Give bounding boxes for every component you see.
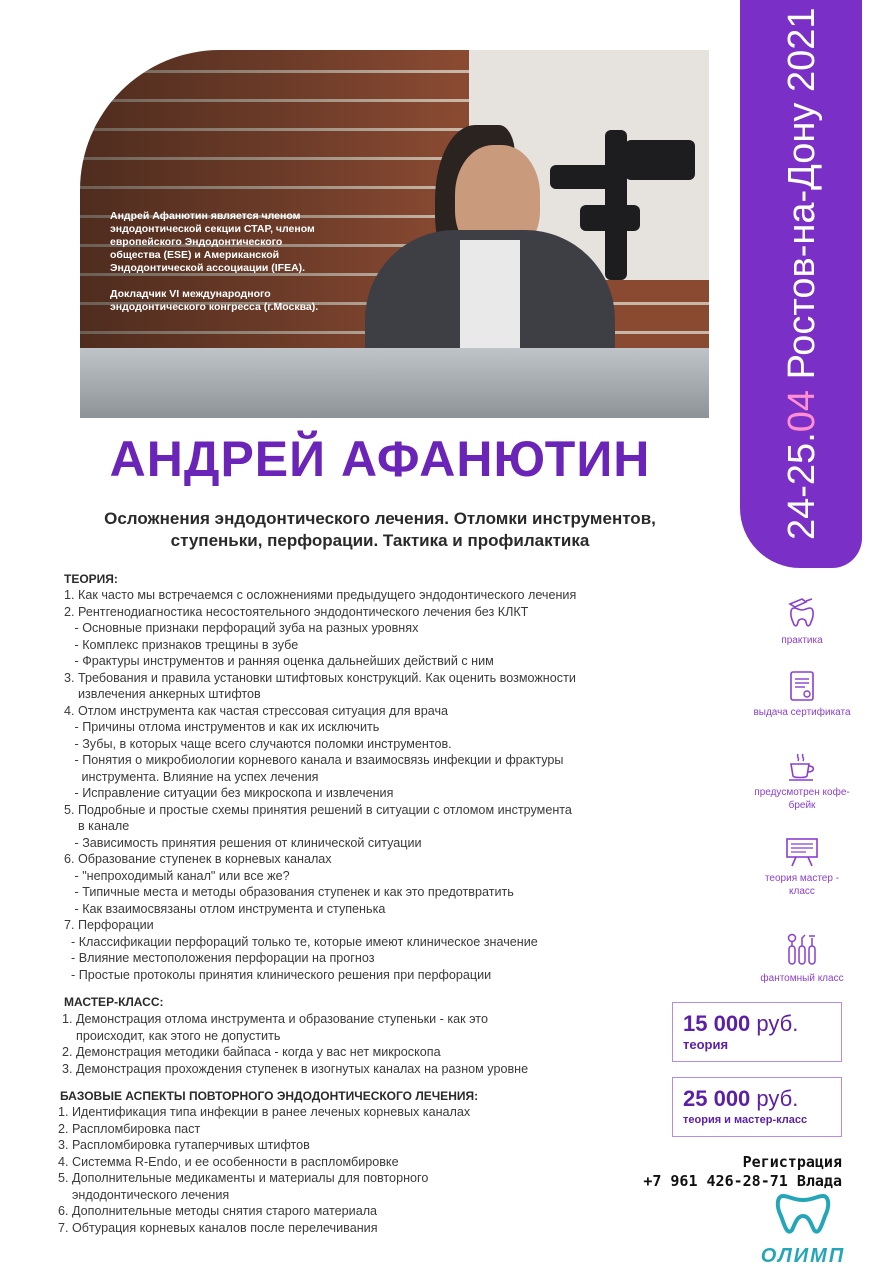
price-currency: руб. <box>756 1011 799 1036</box>
feature-label: фантомный класс <box>760 973 844 984</box>
subtitle-line: Осложнения эндодонтического лечения. Отломки инструментов, <box>104 509 656 528</box>
list-line: - Причины отлома инструментов и как их исключить <box>64 720 380 734</box>
list-line: - Классификации перфораций только те, которые имеют клиническое значение <box>64 934 538 949</box>
list-line: инструмента. Влияние на успех лечения <box>64 769 319 784</box>
list-line: 6. Дополнительные методы снятия старого материала <box>58 1204 378 1218</box>
microscope <box>550 110 700 280</box>
theory-heading: ТЕОРИЯ: <box>64 572 118 586</box>
list-line: 2. Распломбировка паст <box>58 1121 201 1136</box>
registration-title: Регистрация <box>742 1153 842 1171</box>
price-value: 15 000 <box>683 1011 751 1036</box>
list-line: - Исправление ситуации без микроскопа и извлечения <box>64 786 394 800</box>
list-line: в канале <box>64 819 130 833</box>
list-line: - Комплекс признаков трещины в зубе <box>64 637 299 652</box>
certificate-icon <box>789 670 815 702</box>
list-line: 4. Системма R-Endo, и ее особенности в распломбировке <box>58 1154 399 1169</box>
feature-practice <box>752 596 852 647</box>
list-line: - Понятия о микробиологии корневого канала и взаимосвязь инфекции и фрактуры <box>64 753 564 767</box>
price-amount <box>683 1086 831 1112</box>
list-line: - Основные признаки перфораций зуба на разных уровнях <box>64 621 419 635</box>
list-line: 1. Идентификация типа инфекции в ранее леченых корневых каналах <box>58 1105 471 1119</box>
speaker-name: АНДРЕЙ АФАНЮТИН <box>109 431 651 487</box>
masterclass-list <box>62 1011 528 1077</box>
subtitle-line: ступеньки, перфорации. Тактика и профилактика <box>170 531 590 550</box>
date-month: 04 <box>781 389 823 433</box>
logo-text: ОЛИМП <box>760 1245 846 1267</box>
feature-certificate <box>752 670 852 719</box>
list-line: происходит, как этого не допустить <box>62 1028 281 1043</box>
price-value: 25 000 <box>683 1086 751 1111</box>
list-line: 1. Демонстрация отлома инструмента и образование ступеньки - как это <box>62 1012 488 1026</box>
list-line: 5. Подробные и простые схемы принятия решений в ситуации с отломом инструмента <box>64 802 572 817</box>
list-line: - Фрактуры инструментов и ранняя оценка дальнейших действий с ним <box>64 654 494 668</box>
course-subtitle <box>40 508 720 552</box>
feature-label: предусмотрен кофе-брейк <box>754 787 850 811</box>
price-currency: руб. <box>756 1086 799 1111</box>
registration-phone[interactable]: +7 961 426-28-71 Влада <box>643 1172 842 1190</box>
feature-label: практика <box>781 635 823 646</box>
desk <box>80 348 709 418</box>
feature-coffee <box>752 752 852 812</box>
list-line: 7. Перфорации <box>64 918 154 932</box>
list-line: - Простые протоколы принятия клинического решения при перфорации <box>64 967 492 982</box>
dental-tools-icon <box>784 932 820 968</box>
date-start: 24-25. <box>781 432 823 540</box>
bio-paragraph: Докладчик VI международного эндодонтического конгресса (г.Москва). <box>110 288 319 313</box>
list-line: 3. Демонстрация прохождения ступенек в изогнутых каналах на разном уровне <box>62 1061 529 1076</box>
presentation-board-icon <box>784 836 820 868</box>
list-line: - Зубы, в которых чаще всего случаются поломки инструментов. <box>64 736 452 751</box>
retreatment-heading: БАЗОВЫЕ АСПЕКТЫ ПОВТОРНОГО ЭНДОДОНТИЧЕСКОГО ЛЕЧЕНИЯ: <box>60 1089 479 1103</box>
list-line: эндодонтического лечения <box>58 1187 230 1202</box>
list-line: 2. Рентгенодиагностика несостоятельного эндодонтического лечения без КЛКТ <box>64 604 529 619</box>
price-amount <box>683 1011 831 1037</box>
olimp-logo <box>748 1190 858 1270</box>
registration-block <box>643 1153 842 1191</box>
person-shirt <box>460 240 520 360</box>
list-line: 4. Отлом инструмента как частая стрессовая ситуация для врача <box>64 703 449 718</box>
list-line: 6. Образование ступенек в корневых каналах <box>64 852 332 866</box>
price-type: теория и мастер-класс <box>683 1114 808 1126</box>
feature-theory-masterclass <box>752 836 852 898</box>
price-type: теория <box>683 1037 729 1052</box>
retreatment-list <box>58 1104 470 1236</box>
price-box-theory <box>672 1002 842 1062</box>
theory-list <box>64 587 576 983</box>
list-line: 1. Как часто мы встречаемся с осложнениями предыдущего эндодонтического лечения <box>64 588 577 602</box>
list-line: - "непроходимый канал" или все же? <box>64 868 290 883</box>
list-line: - Влияние местоположения перфорации на прогноз <box>64 951 375 965</box>
list-line: - Типичные места и методы образования ступенек и как это предотвратить <box>64 885 514 899</box>
list-line: - Как взаимосвязаны отлом инструмента и ступенька <box>64 901 386 916</box>
feature-label: выдача сертификата <box>753 707 851 718</box>
date-banner-text <box>762 7 842 540</box>
feature-phantom <box>752 932 852 985</box>
list-line: 3. Распломбировка гутаперчивых штифтов <box>58 1138 310 1152</box>
feature-label: теория мастер - класс <box>764 873 840 897</box>
tooth-drill-icon <box>786 596 818 630</box>
speaker-bio <box>110 210 320 327</box>
list-line: 2. Демонстрация методики байпаса - когда у вас нет микроскопа <box>62 1045 441 1059</box>
list-line: 3. Требования и правила установки штифтовых конструкций. Как оценить возможности <box>64 670 576 685</box>
bio-paragraph: Андрей Афанютин является членом эндодонтической секции СТАР, членом европейского Эндодонтического общества (ESE) и Американской Эндодонтической ассоциации (IFEA). <box>110 210 315 274</box>
list-line: - Зависимость принятия решения от клинической ситуации <box>64 835 422 850</box>
list-line: извлечения анкерных штифтов <box>64 687 261 701</box>
tooth-logo-icon <box>773 1190 833 1242</box>
city-year: Ростов-на-Дону 2021 <box>781 7 823 390</box>
masterclass-heading: МАСТЕР-КЛАСС: <box>64 995 164 1009</box>
list-line: 5. Дополнительные медикаменты и материалы для повторного <box>58 1171 429 1185</box>
price-box-full <box>672 1077 842 1137</box>
coffee-cup-icon <box>787 752 817 782</box>
list-line: 7. Обтурация корневых каналов после перелечивания <box>58 1220 378 1235</box>
